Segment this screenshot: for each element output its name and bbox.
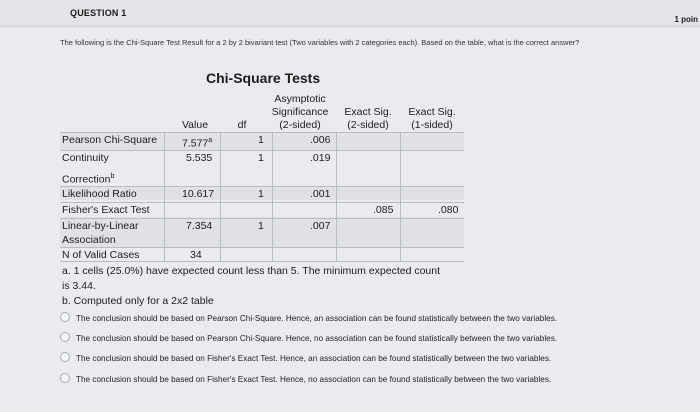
- cell-df: 1: [258, 188, 264, 200]
- cell-value: 7.354: [186, 220, 213, 232]
- footnote-b: b. Computed only for a 2x2 table: [62, 295, 214, 307]
- answer-option-2[interactable]: [60, 332, 557, 342]
- col-header-asym-line3: (2-sided): [279, 119, 321, 131]
- radio-button-icon[interactable]: [60, 373, 70, 383]
- grid-line: [272, 132, 273, 262]
- question-prompt: The following is the Chi-Square Test Result for a 2 by 2 bivariant test (Two variables with 2 categories each). Based on the table, what is the correct answer?: [60, 38, 580, 47]
- answer-option-text: The conclusion should be based on Pearson Chi-Square. Hence, no association can be found statistically between the two variables.: [76, 333, 558, 343]
- row-label-line1: Continuity: [62, 152, 109, 164]
- chi-square-table: [60, 132, 464, 262]
- col-header-asymptotic: [264, 93, 336, 132]
- answer-option-text: The conclusion should be based on Pearson Chi-Square. Hence, an association can be found statistically between the two variables.: [76, 313, 558, 323]
- col-header-exact-1sided: [402, 106, 462, 132]
- footnote-marker: b: [110, 173, 115, 180]
- row-label-line2: Association: [62, 234, 116, 246]
- col-header-exact1-line1: Exact Sig.: [408, 106, 456, 118]
- answer-option-4[interactable]: [60, 373, 551, 383]
- cell-value: 10.617: [182, 188, 215, 200]
- answer-option-text: The conclusion should be based on Fisher's Exact Test. Hence, no association can be found statistically between the two variables.: [76, 374, 552, 384]
- col-header-value: Value: [181, 119, 209, 131]
- row-label: Fisher's Exact Test: [62, 204, 150, 216]
- grid-line: [220, 132, 221, 262]
- cell-asym-sig: .006: [310, 134, 331, 146]
- row-label: N of Valid Cases: [62, 249, 140, 261]
- grid-line: [336, 132, 337, 262]
- cell-asym-sig: .001: [310, 188, 331, 200]
- cell-exact-1sided: .080: [438, 204, 459, 216]
- row-label: Likelihood Ratio: [62, 188, 137, 200]
- row-label-line1: Linear-by-Linear: [62, 220, 139, 232]
- cell-asym-sig: .007: [310, 220, 331, 232]
- cell-value: 5.535: [186, 152, 213, 164]
- grid-line: [60, 218, 464, 219]
- question-points: 1 poin: [674, 15, 698, 24]
- cell-asym-sig: .019: [310, 152, 331, 164]
- row-label: Pearson Chi-Square: [62, 134, 158, 146]
- answer-option-text: The conclusion should be based on Fisher's Exact Test. Hence, an association can be found statistically between the two variables.: [76, 353, 552, 363]
- cell-value: [182, 134, 212, 151]
- cell-exact-2sided: .085: [373, 204, 394, 216]
- grid-line: [60, 202, 464, 203]
- grid-line: [164, 132, 165, 262]
- grid-line: [60, 247, 464, 248]
- footnote-marker: a: [208, 137, 213, 144]
- radio-button-icon[interactable]: [60, 352, 70, 362]
- cell-value: 34: [190, 249, 202, 261]
- question-header: [0, 0, 700, 27]
- label-text: Correction: [62, 173, 111, 186]
- grid-line: [60, 150, 464, 151]
- col-header-exact1-line2: (1-sided): [411, 119, 453, 131]
- footnote-a-line1: a. 1 cells (25.0%) have expected count less than 5. The minimum expected count: [62, 265, 441, 277]
- answer-option-1[interactable]: [60, 312, 557, 322]
- grid-line: [60, 132, 464, 133]
- col-header-asym-line1: Asymptotic: [274, 93, 326, 105]
- grid-line: [60, 186, 464, 187]
- col-header-exact-2sided: [338, 106, 398, 132]
- cell-df: 1: [258, 134, 264, 146]
- table-title: Chi-Square Tests: [206, 70, 321, 86]
- col-header-exact2-line1: Exact Sig.: [344, 106, 392, 118]
- value-text: 7.577: [182, 137, 209, 150]
- row-label-line2: [62, 170, 114, 187]
- radio-button-icon[interactable]: [60, 332, 70, 342]
- grid-line: [400, 132, 401, 262]
- cell-df: 1: [258, 220, 264, 232]
- radio-button-icon[interactable]: [60, 312, 70, 322]
- col-header-exact2-line2: (2-sided): [347, 119, 389, 131]
- cell-df: 1: [258, 152, 264, 164]
- footnote-a-line2: is 3.44.: [62, 280, 96, 292]
- col-header-asym-line2: Significance: [271, 106, 329, 118]
- answer-option-3[interactable]: [60, 352, 551, 362]
- question-title: QUESTION 1: [70, 8, 127, 18]
- col-header-df: df: [237, 119, 247, 131]
